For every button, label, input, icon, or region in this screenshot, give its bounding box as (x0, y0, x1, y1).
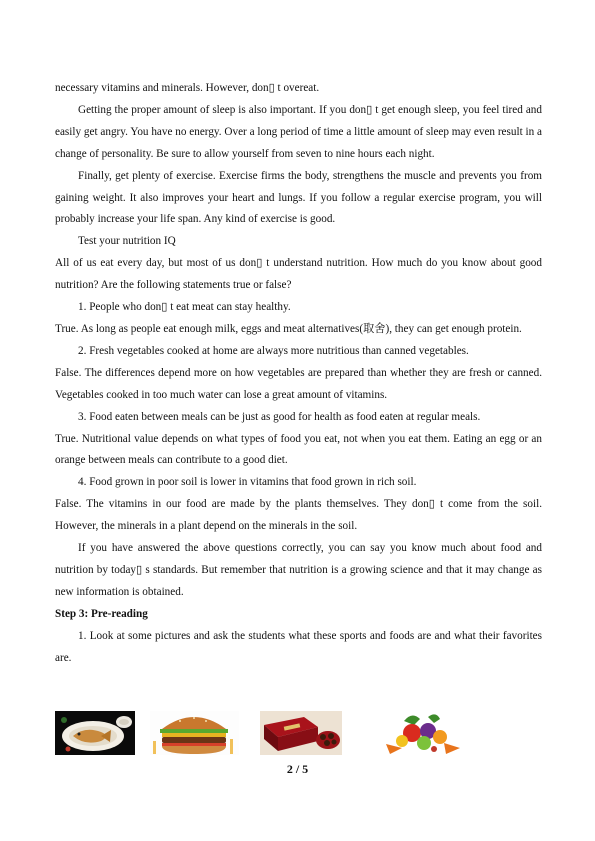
answer-1: True. As long as people eat enough milk, eggs and meat alternatives(取舍), they can get enough protein. (55, 322, 522, 335)
food-pictures-row (0, 711, 595, 755)
hamburger-image (150, 711, 239, 755)
fish-dish-image (55, 711, 135, 755)
answer-3: True. Nutritional value depends on what types of food you eat, not when you eat them. Eating an egg or an orange between meals can contribute to a good diet. (55, 432, 542, 467)
paragraph: necessary vitamins and minerals. However, don▯ t overeat. (55, 82, 320, 94)
section-heading: Test your nutrition IQ (78, 235, 176, 248)
paragraph: If you have answered the above questions correctly, you can say you know much about food and nutrition by today▯ s standards. But remember that nutrition is a growing science and that it may change as new information is obtained. (55, 542, 542, 598)
question-2: 2. Fresh vegetables cooked at home are always more nutritious than canned vegetables. (78, 344, 469, 357)
answer-2: False. The differences depend more on how vegetables are prepared than whether they are fresh or canned. Vegetables cooked in too much water can lose a great amount of vitamins. (55, 366, 542, 401)
question-4: 4. Food grown in poor soil is lower in vitamins that food grown in rich soil. (78, 476, 417, 489)
step-heading: Step 3: Pre-reading (55, 607, 148, 620)
paragraph: All of us eat every day, but most of us don▯ t understand nutrition. How much do you know about good nutrition? Are the following statements true or false? (55, 257, 542, 292)
paragraph: 1. Look at some pictures and ask the students what these sports and foods are and what their favorites are. (55, 629, 542, 664)
question-3: 3. Food eaten between meals can be just as good for health as food eaten at regular meals. (78, 410, 481, 423)
fruits-vegetables-image (382, 711, 462, 755)
answer-4: False. The vitamins in our food are made by the plants themselves. They don▯ t come from the soil. However, the minerals in a plant depend on the minerals in the soil. (55, 498, 542, 533)
page-number: 2 / 5 (286, 762, 309, 776)
question-1: 1. People who don▯ t eat meat can stay healthy. (78, 301, 291, 314)
chocolate-box-image (260, 711, 342, 755)
paragraph: Finally, get plenty of exercise. Exercise firms the body, strengthens the muscle and prevents you from gaining weight. It also improves your heart and lungs. If you follow a regular exercise program, you will probably increase your life span. Any kind of exercise is good. (55, 169, 542, 226)
document-body (55, 78, 542, 669)
paragraph: Getting the proper amount of sleep is also important. If you don▯ t get enough sleep, you feel tired and easily get angry. You have no energy. Over a long period of time a little amount of sleep may even result in a change of personality. Be sure to allow yourself from seven to nine hours each night. (55, 103, 542, 160)
